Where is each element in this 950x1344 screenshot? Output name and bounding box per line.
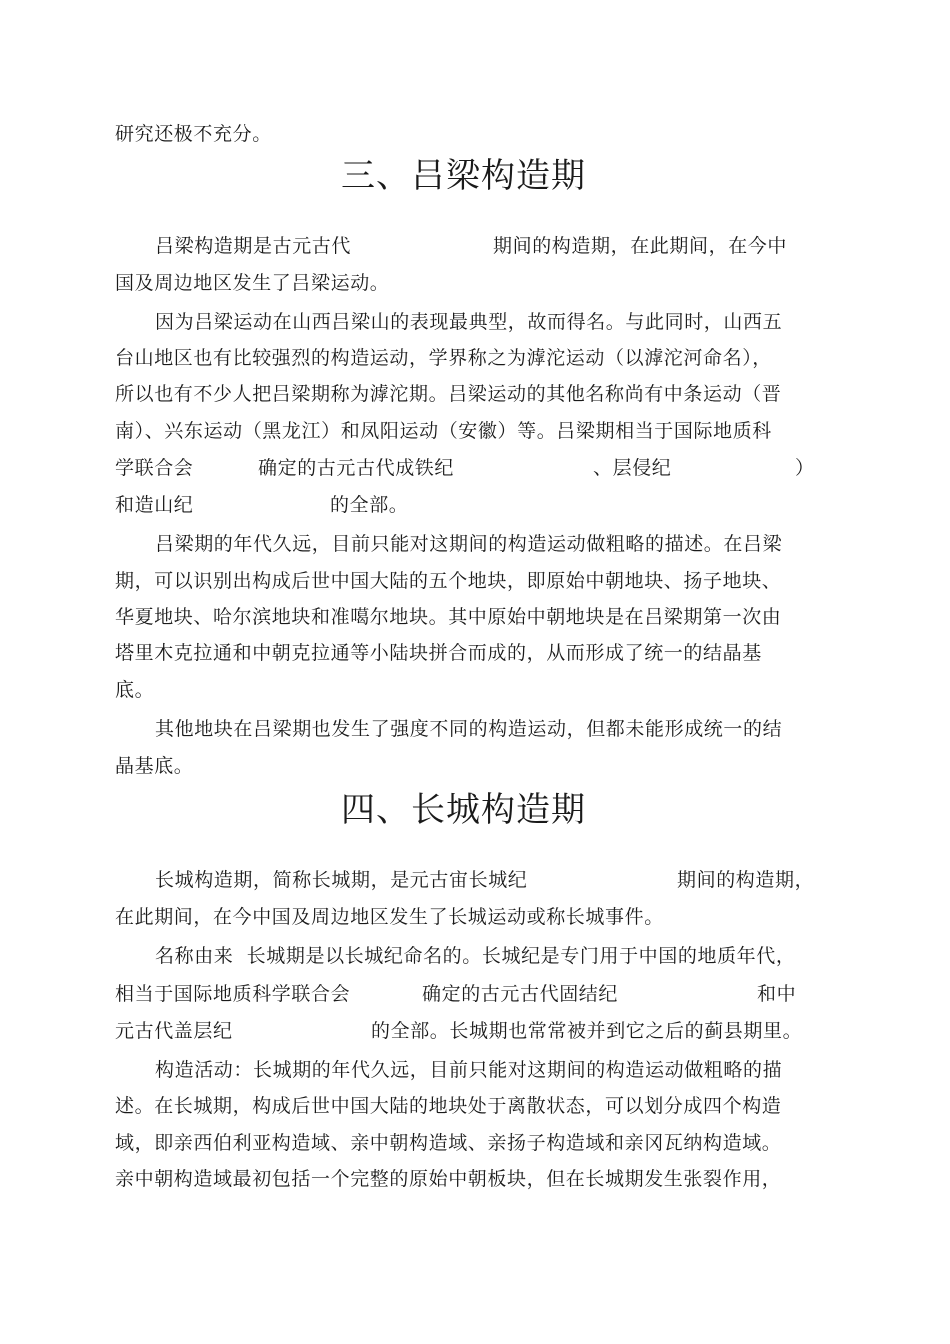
- s3-p4-line-2: 晶基底。: [115, 755, 194, 777]
- s4-p2-line-3a: 元古代盖层纪: [115, 1020, 233, 1042]
- s3-p3-line-5: 底。: [115, 679, 155, 701]
- s3-p2-line-6a: 和造山纪: [115, 494, 194, 516]
- s4-p3-line-1: 构造活动：长城期的年代久远，目前只能对这期间的构造运动做粗略的描: [155, 1059, 783, 1081]
- s3-p2-line-5a: 学联合会: [115, 457, 194, 479]
- s4-p2-line-2c: 和中: [757, 983, 797, 1005]
- s3-p2-line-4: 南）、兴东运动（黑龙江）和凤阳运动（安徽）等。吕梁期相当于国际地质科: [115, 420, 772, 442]
- s3-p3-line-3: 华夏地块、哈尔滨地块和准噶尔地块。其中原始中朝地块是在吕梁期第一次由: [115, 606, 782, 628]
- section-3-heading: 三、吕梁构造期: [341, 156, 586, 196]
- intro-tail-line: 研究还极不充分。: [115, 123, 272, 145]
- s3-p3-line-1: 吕梁期的年代久远，目前只能对这期间的构造运动做粗略的描述。在吕梁: [155, 533, 783, 555]
- s4-p3-line-2: 述。在长城期，构成后世中国大陆的地块处于离散状态，可以划分成四个构造: [115, 1095, 782, 1117]
- s3-p2-line-5d: ）: [795, 457, 815, 479]
- s3-p3-line-4: 塔里木克拉通和中朝克拉通等小陆块拼合而成的，从而形成了统一的结晶基: [115, 642, 762, 664]
- s4-p3-line-4: 亲中朝构造域最初包括一个完整的原始中朝板块，但在长城期发生张裂作用，: [115, 1168, 782, 1190]
- s4-p2-line-2a: 相当于国际地质科学联合会: [115, 983, 351, 1005]
- s4-p1-line-2: 在此期间，在今中国及周边地区发生了长城运动或称长城事件。: [115, 906, 664, 928]
- s4-p2-line-2b: 确定的古元古代固结纪: [422, 983, 619, 1005]
- s3-p2-line-6b: 的全部。: [330, 494, 409, 516]
- s3-p2-line-5b: 确定的古元古代成铁纪: [258, 457, 455, 479]
- s4-p2-line-1: 名称由来 长城期是以长城纪命名的。长城纪是专门用于中国的地质年代，: [155, 945, 796, 967]
- s3-p2-line-5c: 、层侵纪: [593, 457, 672, 479]
- s3-p1-line-2: 国及周边地区发生了吕梁运动。: [115, 272, 390, 294]
- s3-p1-line-1b: 期间的构造期，在此期间，在今中: [493, 235, 788, 257]
- s4-p1-line-1b: 期间的构造期，: [677, 869, 815, 891]
- s4-p2-line-3b: 的全部。长城期也常常被并到它之后的蓟县期里。: [371, 1020, 803, 1042]
- s3-p3-line-2: 期，可以识别出构成后世中国大陆的五个地块，即原始中朝地块、扬子地块、: [115, 570, 782, 592]
- s4-p1-line-1a: 长城构造期，简称长城期，是元古宙长城纪: [155, 869, 528, 891]
- s3-p2-line-3: 所以也有不少人把吕梁期称为滹沱期。吕梁运动的其他名称尚有中条运动（晋: [115, 383, 782, 405]
- s3-p2-line-1: 因为吕梁运动在山西吕梁山的表现最典型，故而得名。与此同时，山西五: [155, 311, 783, 333]
- s3-p1-line-1a: 吕梁构造期是古元古代: [155, 235, 352, 257]
- section-4-heading: 四、长城构造期: [341, 790, 586, 830]
- s4-p3-line-3: 域，即亲西伯利亚构造域、亲中朝构造域、亲扬子构造域和亲冈瓦纳构造域。: [115, 1132, 782, 1154]
- s3-p2-line-2: 台山地区也有比较强烈的构造运动，学界称之为滹沱运动（以滹沱河命名），: [115, 347, 772, 369]
- s3-p4-line-1: 其他地块在吕梁期也发生了强度不同的构造运动，但都未能形成统一的结: [155, 718, 783, 740]
